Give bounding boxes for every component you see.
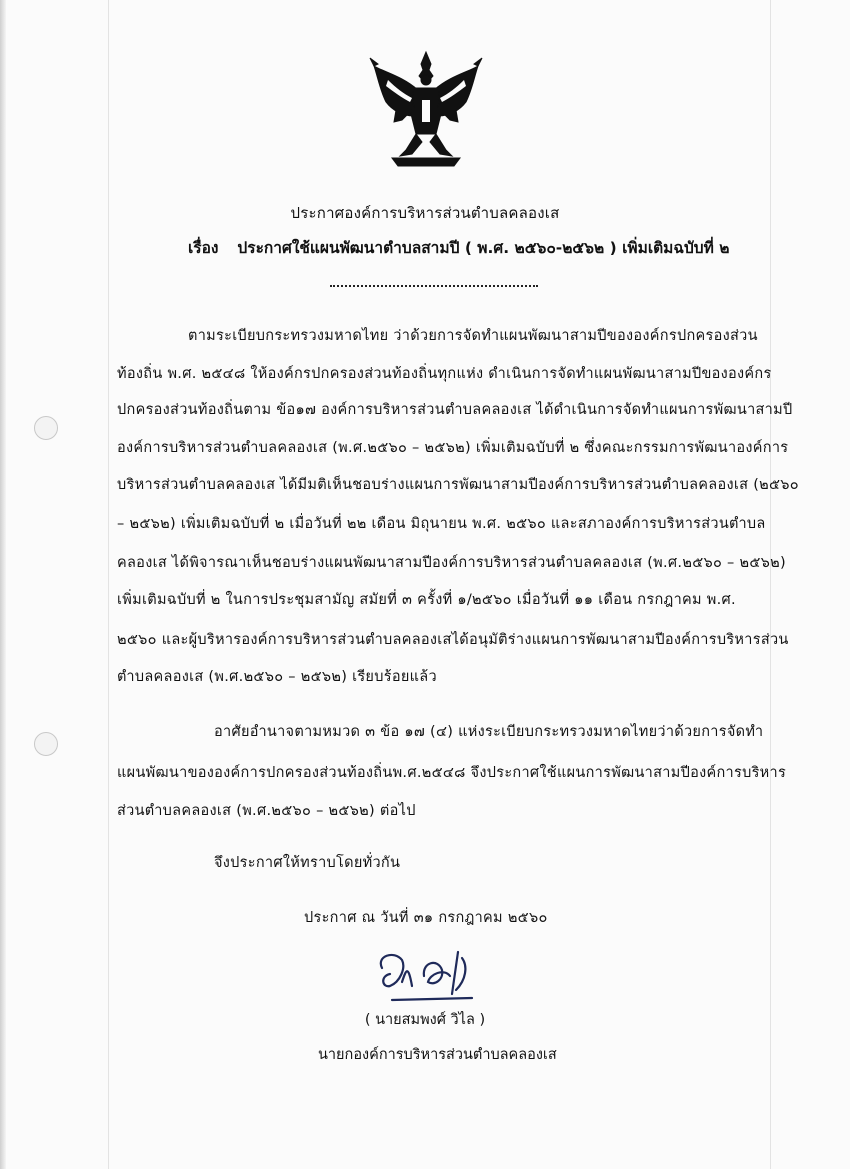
subject-label: เรื่อง [188, 239, 219, 257]
body-line: องค์การบริหารส่วนตำบลคลองเส (พ.ศ.๒๕๖๐ – ๒๕๖๒) เพิ่มเติมฉบับที่ ๒ ซึ่งคณะกรรมการพัฒนาองค์การ [117, 440, 789, 456]
scan-line [108, 0, 109, 1169]
punch-hole [34, 732, 58, 756]
body-line: คลองเส ได้พิจารณาเห็นชอบร่างแผนพัฒนาสามปีองค์การบริหารส่วนตำบลคลองเส (พ.ศ.๒๕๖๐ – ๒๕๖๒) [117, 555, 786, 571]
handwritten-signature [372, 946, 492, 1008]
punch-hole [34, 416, 58, 440]
announce-date: ประกาศ ณ วันที่ ๓๑ กรกฎาคม ๒๕๖๐ [304, 910, 548, 926]
document-title: ประกาศองค์การบริหารส่วนตำบลคลองเส [290, 204, 560, 222]
scan-line [770, 0, 771, 1169]
body-line: ตามระเบียบกระทรวงมหาดไทย ว่าด้วยการจัดทำแผนพัฒนาสามปีขององค์กรปกครองส่วน [188, 328, 758, 344]
scan-edge [0, 0, 6, 1169]
body-line: ท้องถิ่น พ.ศ. ๒๕๔๘ ให้องค์กรปกครองส่วนท้องถิ่นทุกแห่ง ดำเนินการจัดทำแผนพัฒนาสามปีขององค์กร [117, 366, 772, 382]
body-line: บริหารส่วนตำบลคลองเส ได้มีมติเห็นชอบร่างแผนการพัฒนาสามปีองค์การบริหารส่วนตำบลคลองเส (๒๕๖๐ [117, 477, 799, 493]
body-line: ๒๕๖๐ และผู้บริหารองค์การบริหารส่วนตำบลคลองเสได้อนุมัติร่างแผนการพัฒนาสามปีองค์การบริหารส่วน [117, 632, 789, 648]
subject-text: ประกาศใช้แผนพัฒนาตำบลสามปี ( พ.ศ. ๒๕๖๐-๒๕๖๒ ) เพิ่มเติมฉบับที่ ๒ [237, 239, 730, 257]
body-line: – ๒๕๖๒) เพิ่มเติมฉบับที่ ๒ เมื่อวันที่ ๒๒ เดือน มิถุนายน พ.ศ. ๒๕๖๐ และสภาองค์การบริหารส่วนตำบล [117, 516, 766, 532]
body-line: แผนพัฒนาขององค์การปกครองส่วนท้องถิ่นพ.ศ.๒๕๔๘ จึงประกาศใช้แผนการพัฒนาสามปีองค์การบริหาร [117, 765, 787, 781]
body-line: ส่วนตำบลคลองเส (พ.ศ.๒๕๖๐ – ๒๕๖๒) ต่อไป [117, 803, 416, 819]
body-line: ตำบลคลองเส (พ.ศ.๒๕๖๐ – ๒๕๖๒) เรียบร้อยแล้ว [117, 669, 437, 685]
signer-position: นายกองค์การบริหารส่วนตำบลคลองเส [318, 1047, 557, 1063]
dotted-divider [330, 285, 538, 287]
garuda-emblem-icon [366, 50, 486, 168]
signer-name: ( นายสมพงศ์ วิไล ) [364, 1012, 486, 1028]
body-line: เพิ่มเติมฉบับที่ ๒ ในการประชุมสามัญ สมัยที่ ๓ ครั้งที่ ๑/๒๕๖๐ เมื่อวันที่ ๑๑ เดือน กรกฎาคม พ.ศ. [117, 592, 736, 608]
closing-line: จึงประกาศให้ทราบโดยทั่วกัน [214, 855, 401, 871]
body-line: อาศัยอำนาจตามหมวด ๓ ข้อ ๑๗ (๔) แห่งระเบียบกระทรวงมหาดไทยว่าด้วยการจัดทำ [214, 724, 764, 740]
subject-row [188, 235, 729, 260]
body-line: ปกครองส่วนท้องถิ่นตาม ข้อ๑๗ องค์การบริหารส่วนตำบลคลองเส ได้ดำเนินการจัดทำแผนการพัฒนาสามปี [117, 402, 793, 418]
